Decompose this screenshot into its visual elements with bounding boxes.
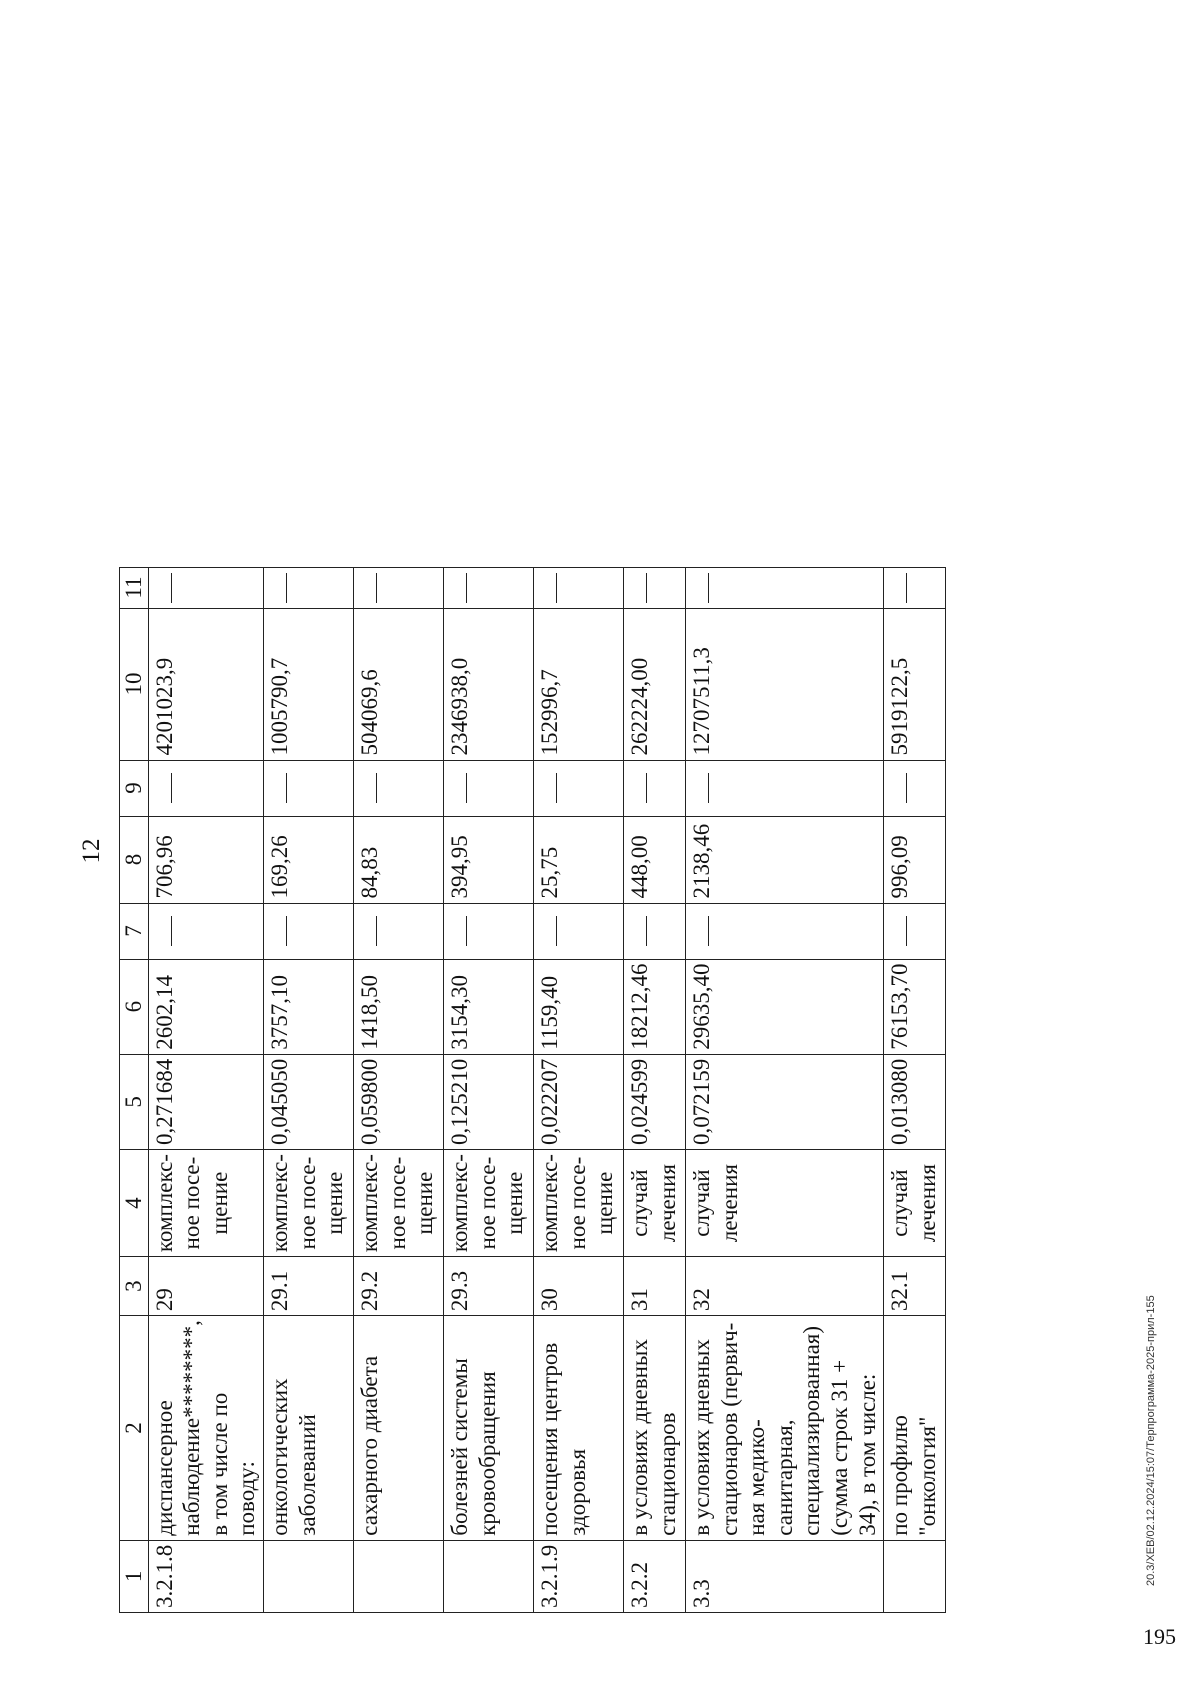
row-total-cost: 152996,7 <box>533 608 623 760</box>
row-col7-dash <box>685 903 883 959</box>
row-standard-volume: 0,013080 <box>884 1054 946 1149</box>
col-header-10: 10 <box>120 608 149 760</box>
dash-mark <box>286 916 287 946</box>
row-line-number: 32.1 <box>884 1257 946 1316</box>
row-standard-cost: 1418,50 <box>353 959 443 1054</box>
footer-page-number: 195 <box>1143 1624 1176 1649</box>
dash-mark <box>708 573 709 603</box>
page-number: 12 <box>78 838 105 864</box>
row-col11-dash <box>148 567 263 608</box>
row-standard-volume: 0,045050 <box>263 1054 353 1149</box>
row-standard-cost: 18212,46 <box>623 959 685 1054</box>
row-description: в условиях дневных стационаров <box>623 1316 685 1541</box>
dash-mark <box>376 916 377 946</box>
dash-mark <box>466 773 467 803</box>
row-col7-dash <box>263 903 353 959</box>
row-standard-cost: 2602,14 <box>148 959 263 1054</box>
row-code <box>263 1540 353 1612</box>
row-code <box>353 1540 443 1612</box>
row-standard-cost: 1159,40 <box>533 959 623 1054</box>
row-description: диспансерное наблюдение********, в том числе по поводу: <box>148 1316 263 1541</box>
row-total-cost: 2346938,0 <box>443 608 533 760</box>
row-per-capita: 448,00 <box>623 816 685 903</box>
row-code: 3.2.1.8 <box>148 1540 263 1612</box>
table-row <box>263 567 353 1612</box>
row-total-cost: 12707511,3 <box>685 608 883 760</box>
row-col11-dash <box>353 567 443 608</box>
col-header-11: 11 <box>120 567 149 608</box>
row-code <box>443 1540 533 1612</box>
col-header-8: 8 <box>120 816 149 903</box>
row-description: по профилю "онкология" <box>884 1316 946 1541</box>
row-description: в условиях дневных стационаров (первич-ная медико-санитарная, специализированная) (сумма строк 31 + 34), в том числе: <box>685 1316 883 1541</box>
dash-mark <box>646 773 647 803</box>
row-standard-volume: 0,059800 <box>353 1054 443 1149</box>
row-col9-dash <box>353 760 443 816</box>
row-code: 3.3 <box>685 1540 883 1612</box>
row-standard-volume: 0,271684 <box>148 1054 263 1149</box>
dash-mark <box>171 573 172 603</box>
row-col7-dash <box>623 903 685 959</box>
row-unit: случай лечения <box>884 1150 946 1257</box>
col-header-1: 1 <box>120 1540 149 1612</box>
table-row <box>884 567 946 1612</box>
row-per-capita: 706,96 <box>148 816 263 903</box>
row-line-number: 31 <box>623 1257 685 1316</box>
row-col9-dash <box>685 760 883 816</box>
col-header-3: 3 <box>120 1257 149 1316</box>
row-unit: комплекс-ное посе-щение <box>533 1150 623 1257</box>
table-header <box>120 567 149 1612</box>
row-standard-cost: 76153,70 <box>884 959 946 1054</box>
table-row <box>533 567 623 1612</box>
row-standard-cost: 3757,10 <box>263 959 353 1054</box>
row-total-cost: 5919122,5 <box>884 608 946 760</box>
row-col11-dash <box>623 567 685 608</box>
row-col11-dash <box>263 567 353 608</box>
row-col11-dash <box>884 567 946 608</box>
table-row <box>148 567 263 1612</box>
row-per-capita: 394,95 <box>443 816 533 903</box>
row-total-cost: 4201023,9 <box>148 608 263 760</box>
dash-mark <box>646 573 647 603</box>
col-header-4: 4 <box>120 1150 149 1257</box>
dash-mark <box>708 773 709 803</box>
table-row <box>353 567 443 1612</box>
table-body <box>148 567 946 1612</box>
dash-mark <box>171 773 172 803</box>
row-unit: комплекс-ное посе-щение <box>353 1150 443 1257</box>
row-col7-dash <box>884 903 946 959</box>
row-per-capita: 2138,46 <box>685 816 883 903</box>
row-col11-dash <box>443 567 533 608</box>
col-header-5: 5 <box>120 1054 149 1149</box>
table-row <box>443 567 533 1612</box>
header-row <box>120 567 149 1612</box>
dash-mark <box>906 773 907 803</box>
row-description: посещения центров здоровья <box>533 1316 623 1541</box>
dash-mark <box>556 573 557 603</box>
dash-mark <box>376 573 377 603</box>
row-col9-dash <box>443 760 533 816</box>
row-standard-volume: 0,125210 <box>443 1054 533 1149</box>
dash-mark <box>466 573 467 603</box>
row-col9-dash <box>623 760 685 816</box>
dash-mark <box>171 916 172 946</box>
row-per-capita: 84,83 <box>353 816 443 903</box>
row-standard-volume: 0,024599 <box>623 1054 685 1149</box>
row-per-capita: 996,09 <box>884 816 946 903</box>
data-table <box>119 567 946 1613</box>
row-standard-volume: 0,072159 <box>685 1054 883 1149</box>
table-row <box>623 567 685 1612</box>
row-description: онкологических заболеваний <box>263 1316 353 1541</box>
row-unit: комплекс-ное посе-щение <box>148 1150 263 1257</box>
table-row <box>685 567 883 1612</box>
row-unit: комплекс-ное посе-щение <box>443 1150 533 1257</box>
row-description: сахарного диабета <box>353 1316 443 1541</box>
row-standard-volume: 0,022207 <box>533 1054 623 1149</box>
row-col9-dash <box>148 760 263 816</box>
row-col11-dash <box>685 567 883 608</box>
row-per-capita: 25,75 <box>533 816 623 903</box>
row-col9-dash <box>533 760 623 816</box>
row-standard-cost: 3154,30 <box>443 959 533 1054</box>
row-code: 3.2.1.9 <box>533 1540 623 1612</box>
row-line-number: 30 <box>533 1257 623 1316</box>
row-unit: комплекс-ное посе-щение <box>263 1150 353 1257</box>
row-line-number: 29.2 <box>353 1257 443 1316</box>
dash-mark <box>376 773 377 803</box>
row-col11-dash <box>533 567 623 608</box>
row-per-capita: 169,26 <box>263 816 353 903</box>
row-total-cost: 504069,6 <box>353 608 443 760</box>
dash-mark <box>906 916 907 946</box>
row-description: болезней системы кровообращения <box>443 1316 533 1541</box>
row-unit: случай лечения <box>685 1150 883 1257</box>
row-col7-dash <box>353 903 443 959</box>
row-code: 3.2.2 <box>623 1540 685 1612</box>
dash-mark <box>556 916 557 946</box>
row-col9-dash <box>263 760 353 816</box>
row-total-cost: 1005790,7 <box>263 608 353 760</box>
row-standard-cost: 29635,40 <box>685 959 883 1054</box>
row-line-number: 29.3 <box>443 1257 533 1316</box>
row-col7-dash <box>148 903 263 959</box>
col-header-9: 9 <box>120 760 149 816</box>
dash-mark <box>708 916 709 946</box>
col-header-6: 6 <box>120 959 149 1054</box>
col-header-2: 2 <box>120 1316 149 1541</box>
row-code <box>884 1540 946 1612</box>
row-total-cost: 262224,00 <box>623 608 685 760</box>
dash-mark <box>286 773 287 803</box>
row-unit: случай лечения <box>623 1150 685 1257</box>
dash-mark <box>466 916 467 946</box>
dash-mark <box>906 573 907 603</box>
row-line-number: 32 <box>685 1257 883 1316</box>
row-col9-dash <box>884 760 946 816</box>
dash-mark <box>286 573 287 603</box>
row-line-number: 29.1 <box>263 1257 353 1316</box>
document-stamp: 20.3/ХЕВ/02.12.2024/15:07/Терпрограмма-2025-прил-155 <box>1145 1295 1157 1586</box>
row-col7-dash <box>443 903 533 959</box>
dash-mark <box>556 773 557 803</box>
col-header-7: 7 <box>120 903 149 959</box>
dash-mark <box>646 916 647 946</box>
row-col7-dash <box>533 903 623 959</box>
row-line-number: 29 <box>148 1257 263 1316</box>
